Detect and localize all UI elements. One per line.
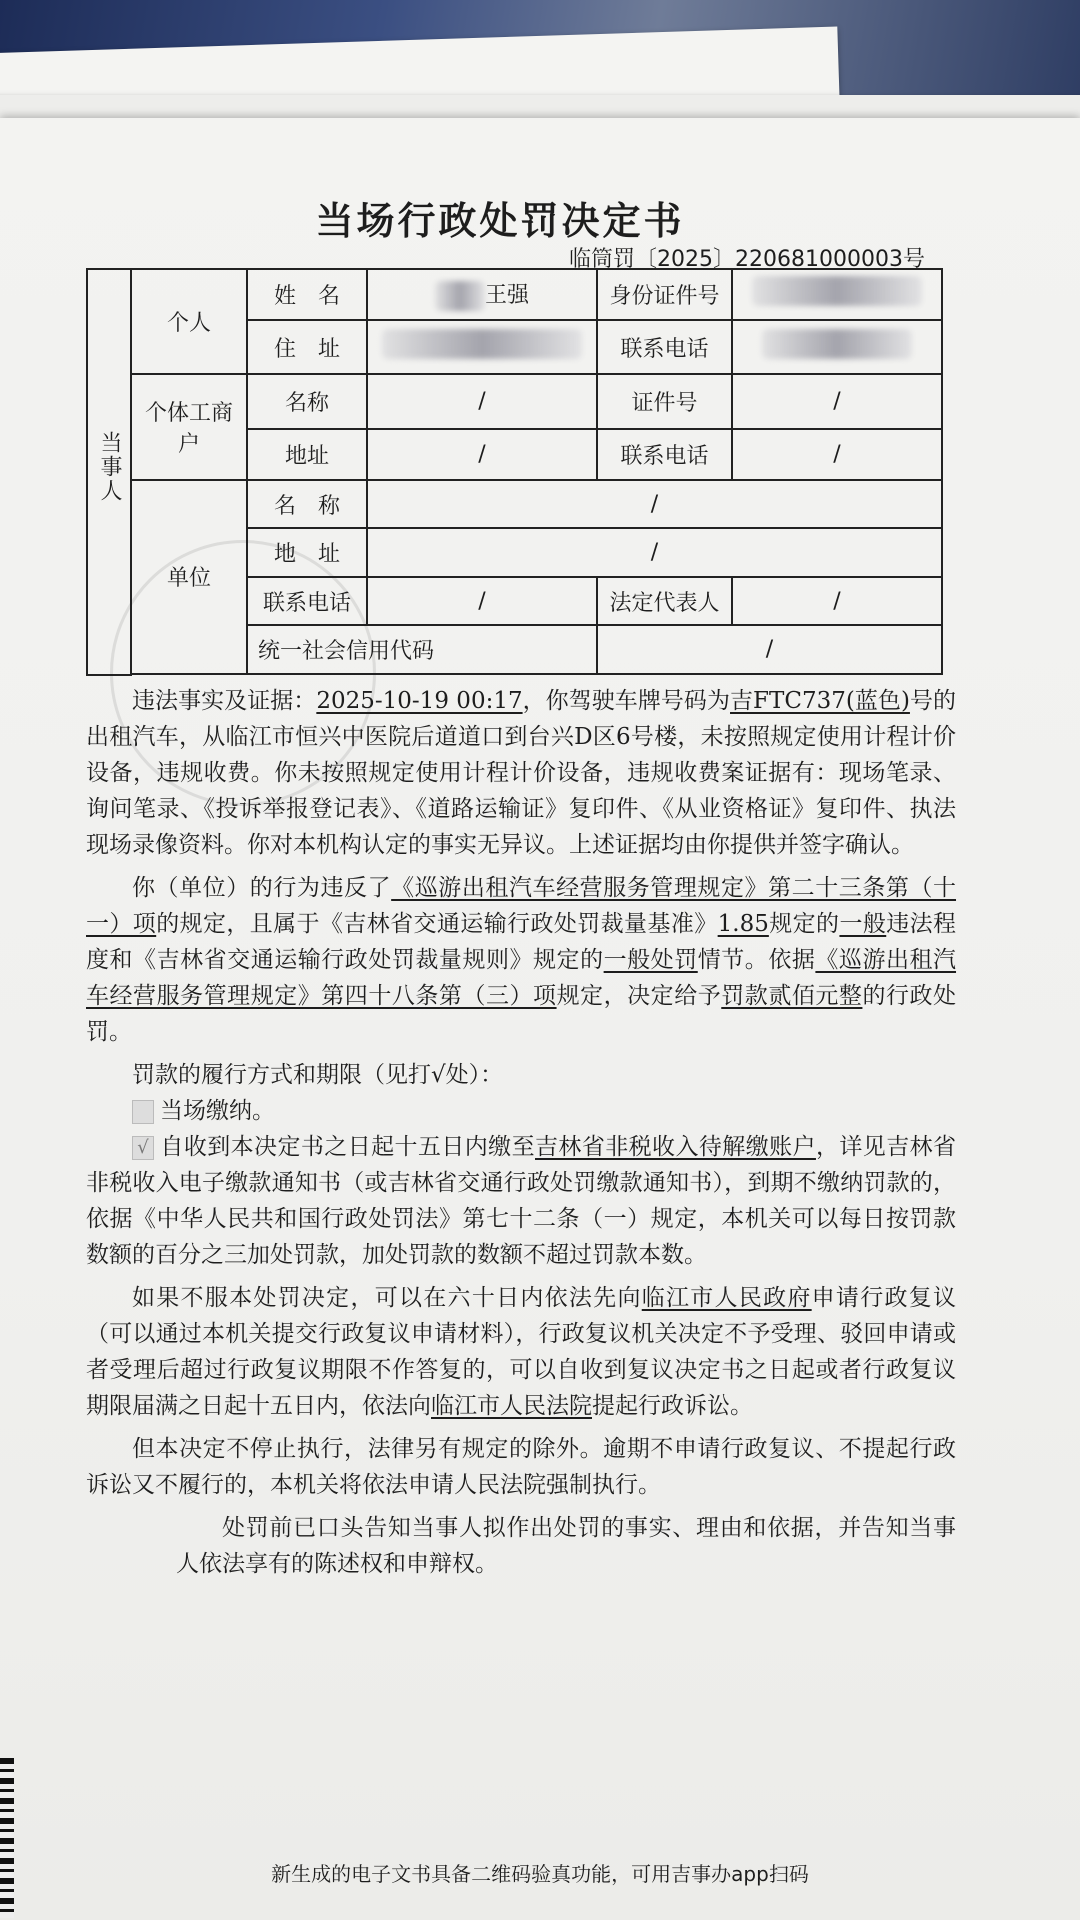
unit-rep-label: 法定代表人: [597, 577, 732, 626]
decision-body: [86, 683, 956, 1582]
phone-label: 联系电话: [597, 320, 732, 375]
unit-label: 单位: [131, 480, 247, 674]
facts-paragraph: 违法事实及证据：2025-10-19 00:17，你驾驶车牌号码为吉FTC737(蓝色)号的出租汽车，从临江市恒兴中医院后道道口到台兴D区6号楼，未按照规定使用计程计价设备，违规收费。你未按照规定使用计程计价设备，违规收费案证据有：现场笔录、询问笔录、《投诉举报登记表》、《道路运输证》复印件、《从业资格证》复印件、执法现场录像资料。你对本机构认定的事实无异议。上述证据均由你提供并签字确认。: [86, 688, 957, 858]
unit-phone-value: /: [367, 577, 597, 626]
unit-credit-label: 统一社会信用代码: [247, 625, 597, 674]
violation-paragraph: 你（单位）的行为违反了《巡游出租汽车经营服务管理规定》第二十三条第（十一）项的规定，且属于《吉林省交通运输行政处罚裁量基准》1.85规定的一般违法程度和《吉林省交通运输行政处罚裁量规则》规定的一般处罚情节。依据《巡游出租汽车经营服务管理规定》第四十八条第（三）项规定，决定给予罚款贰佰元整的行政处罚。: [86, 875, 957, 1045]
payment-option-onsite: 当场缴纳。: [86, 1093, 956, 1129]
business-phone-label: 联系电话: [597, 429, 732, 480]
appeal-paragraph: 如果不服本处罚决定，可以在六十日内依法先向临江市人民政府申请行政复议（可以通过本机关提交行政复议申请材料），行政复议机关决定不予受理、驳回申请或者受理后超过行政复议期限不作答复的，可以自收到复议决定书之日起或者行政复议期限届满之日起十五日内，依法向临江市人民法院提起行政诉讼。: [86, 1285, 957, 1419]
checkbox-empty: [132, 1100, 154, 1124]
phone-value-redacted: [732, 320, 942, 375]
business-phone-value: /: [732, 429, 942, 480]
document-title: 当场行政处罚决定书: [315, 199, 685, 243]
notice-paragraph: 处罚前已口头告知当事人拟作出处罚的事实、理由和依据，并告知当事人依法享有的陈述权和申辩权。: [176, 1515, 956, 1577]
name-value: [367, 269, 597, 320]
business-address-value: /: [367, 429, 597, 480]
unit-rep-value: /: [732, 577, 942, 626]
unit-name-value: /: [367, 480, 942, 529]
business-name-label: 名称: [247, 374, 367, 429]
name-label: 姓 名: [247, 269, 367, 320]
checkbox-checked: √: [132, 1136, 154, 1160]
business-name-value: /: [367, 374, 597, 429]
address-label: 住 址: [247, 320, 367, 375]
enforcement-paragraph: 但本决定不停止执行，法律另有规定的除外。逾期不申请行政复议、不提起行政诉讼又不履行的，本机关将依法申请人民法院强制执行。: [86, 1436, 956, 1498]
business-cert-value: /: [732, 374, 942, 429]
party-label: 当事人: [87, 269, 131, 675]
individual-label: 个人: [131, 269, 247, 374]
business-cert-label: 证件号: [597, 374, 732, 429]
party-info-table: [86, 268, 943, 676]
unit-address-label: 地 址: [247, 528, 367, 577]
business-address-label: 地址: [247, 429, 367, 480]
qr-code-edge: [0, 1758, 14, 1918]
unit-credit-value: /: [597, 625, 942, 674]
person-name: 王强: [484, 282, 529, 308]
unit-phone-label: 联系电话: [247, 577, 367, 626]
footer-note: 新生成的电子文书具备二维码验真功能，可用吉事办app扫码: [271, 1862, 809, 1886]
document-number: 临筒罚〔2025〕220681000003号: [569, 247, 925, 272]
payment-option-deadline: √ 自收到本决定书之日起十五日内缴至吉林省非税收入待解缴账户，详见吉林省非税收入电子缴款通知书（或吉林省交通行政处罚缴款通知书），到期不缴纳罚款的，依据《中华人民共和国行政处罚法》第七十二条（一）规定，本机关可以每日按罚款数额的百分之三加处罚款，加处罚款的数额不超过罚款本数。: [86, 1134, 957, 1268]
business-label: 个体工商户: [131, 374, 247, 479]
address-value-redacted: [367, 320, 597, 375]
payment-heading: 罚款的履行方式和期限（见打√处）：: [132, 1062, 504, 1088]
id-value-redacted: [732, 269, 942, 320]
unit-address-value: /: [367, 528, 942, 577]
id-label: 身份证件号: [597, 269, 732, 320]
unit-name-label: 名 称: [247, 480, 367, 529]
